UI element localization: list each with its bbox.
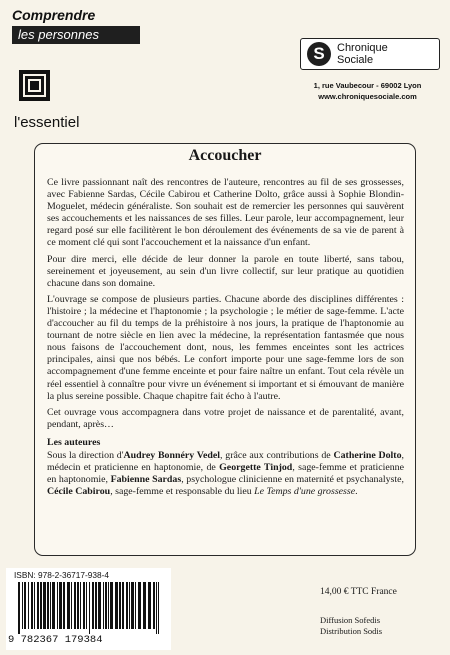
authors-heading: Les auteures	[47, 436, 101, 448]
barcode-area	[6, 568, 171, 650]
publisher-name-line2: Sociale	[337, 54, 374, 66]
isbn: ISBN: 978-2-36717-938-4	[14, 570, 110, 580]
authors-paragraph: Sous la direction d'Audrey Bonnéry Vedel, grâce aux contributions de Catherine Dolto, médecin et praticienne en haptonomie, de Georgette Tinjod, sage-femme et praticienne en haptonomie, Fabienne Sardas, psychologue clinicienne en maternité et psychanalyste, Cécile Cabirou, sage-femme et responsable du lieu Le Temps d'une grossesse.	[47, 449, 404, 498]
author-name: Fabienne Sardas	[110, 474, 182, 486]
collection-name: l'essentiel	[14, 114, 80, 131]
distribution-info	[320, 615, 382, 637]
distribution: Distribution Sodis	[320, 626, 383, 636]
publisher-name-line1: Chronique	[337, 42, 388, 54]
author-name: Cécile Cabirou	[47, 486, 111, 498]
book-summary	[47, 177, 404, 502]
publisher-website: www.chroniquesociale.com	[318, 92, 417, 101]
author-name: Catherine Dolto	[333, 449, 402, 461]
series-subtitle: les personnes	[12, 26, 140, 44]
author-name: Georgette Tinjod	[219, 462, 293, 474]
collection-logo-icon	[19, 70, 50, 101]
summary-paragraph: Cet ouvrage vous accompagnera dans votre projet de naissance et de parentalité, avant, pendant, après…	[47, 406, 404, 430]
place-name: Le Temps d'une grossesse	[254, 486, 356, 498]
price: 14,00 € TTC France	[320, 587, 397, 597]
summary-paragraph: L'ouvrage se compose de plusieurs parties. Chacune aborde des disciplines différentes : l'histoire ; la médecine et l'haptonomie ; la psychologie ; le métier de sage-femme. L'acte d'accoucher au fil du temps de la préhistoire à nos jours, la pratique de l'haptonomie au tournant de notre siècle en lien avec la médecine, la représentation fantasmée que nous nous faisons de l'accouchement dont, nous, les femmes enceintes sont les actrices principales, ainsi que nos bébés. Le confort importe pour une sage-femme lors de son accompagnement d'une femme enceinte et pour faire naître un enfant. Tout cela révèle un réel essentiel à connaître pour vivre un événement si important et si émouvant de manière la plus sereine possible. Chaque chapitre fait écho à l'autre.	[47, 293, 404, 402]
book-title: Accoucher	[188, 147, 262, 164]
diffusion: Diffusion Sofedis	[320, 615, 381, 625]
publisher-contact	[290, 80, 445, 102]
summary-paragraph: Ce livre passionnant naît des rencontres de l'auteure, rencontres au fil de ses grossesses, avec Fabienne Sardas, Cécile Cabirou et Catherine Dolto, grâce aussi à Sophie Blondin-Moguelet, médecin généraliste. Son souhait est de remercier les personnes qui sauvèrent ses accouchements et les naissances de ses filles. Leur parole, leur accompagnement, leur regard posé sur elle facilitèrent le bon déroulement des événements de sa vie de parent à ce moment clé qui sont l'accouchement et la naissance d'un enfant.	[47, 177, 404, 249]
summary-paragraph: Pour dire merci, elle décide de leur donner la parole en toute liberté, sans tabou, sereinement et joyeusement, au sein d'un livre collectif, sur leur pratique au quotidien chacune dans son domaine.	[47, 253, 404, 289]
publisher-address: 1, rue Vaubecour - 69002 Lyon	[313, 81, 422, 90]
series-title: Comprendre	[12, 7, 96, 23]
barcode-digits: 9 782367 179384	[8, 634, 103, 646]
publisher-logo-icon: S	[307, 42, 331, 66]
publisher-logo	[300, 38, 440, 70]
author-name: Audrey Bonnéry Vedel	[123, 449, 220, 461]
barcode-icon	[16, 582, 164, 634]
publisher-name	[337, 42, 437, 66]
